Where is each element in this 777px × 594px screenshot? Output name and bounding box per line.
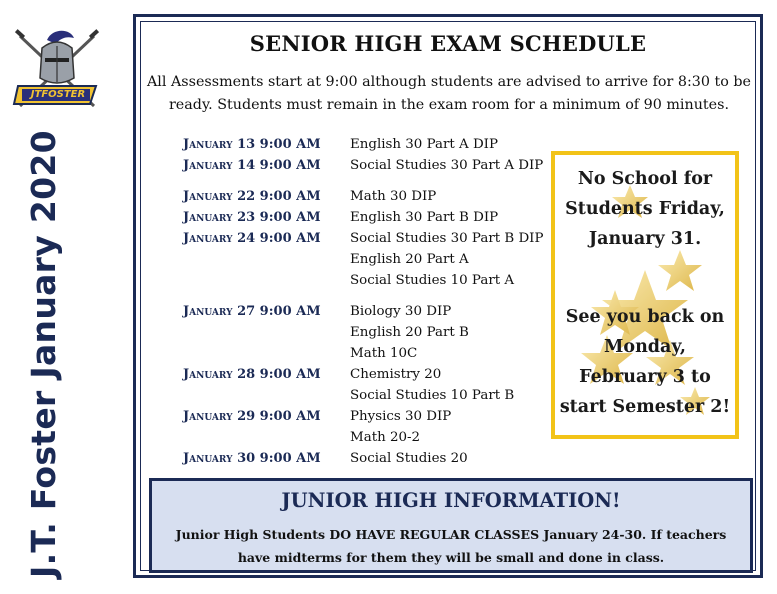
exam-name: Physics 30 DIP [350, 409, 452, 424]
notice-line: Monday, [604, 337, 686, 357]
exam-name: English 20 Part A [350, 252, 469, 267]
notice-line: See you back on [565, 307, 725, 327]
schedule-intro: All Assessments start at 9:00 although students are advised to arrive for 8:30 to be ready. Students must remain in the exam room for a minimum of 90 minutes. [146, 74, 752, 113]
schedule-title: SENIOR HIGH EXAM SCHEDULE [249, 31, 647, 56]
side-title: J.T. Foster January 2020 [24, 130, 63, 578]
exam-date: January 14 9:00 AM [183, 158, 321, 173]
school-logo [12, 26, 102, 118]
exam-name: Social Studies 10 Part B [350, 388, 515, 403]
exam-name: Social Studies 20 [350, 451, 468, 466]
exam-date: January 24 9:00 AM [183, 231, 321, 246]
exam-name: Social Studies 10 Part A [350, 273, 515, 288]
no-school-notice [551, 151, 739, 439]
logo-text: JTFOSTER [30, 89, 86, 100]
exam-date: January 27 9:00 AM [183, 304, 321, 319]
exam-name: Math 20-2 [350, 430, 421, 445]
exam-name: English 30 Part A DIP [350, 137, 498, 152]
exam-date: January 22 9:00 AM [183, 189, 321, 204]
knight-helmet-icon [12, 26, 102, 118]
exam-date: January 13 9:00 AM [183, 137, 321, 152]
exam-name: Math 30 DIP [350, 189, 437, 204]
exam-date: January 28 9:00 AM [183, 367, 321, 382]
junior-title: JUNIOR HIGH INFORMATION! [281, 489, 621, 512]
notice-line: start Semester 2! [559, 397, 731, 417]
exam-name: Social Studies 30 Part A DIP [350, 158, 544, 173]
schedule-frame [133, 14, 763, 578]
notice-line: Students Friday, [565, 199, 725, 219]
exam-name: Math 10C [350, 346, 418, 361]
exam-name: English 30 Part B DIP [350, 210, 499, 225]
exam-name: Biology 30 DIP [350, 304, 452, 319]
junior-text: Junior High Students DO HAVE REGULAR CLASSES January 24-30. If teachers have midterms for them they will be small and done in class. [175, 527, 727, 565]
exam-name: Chemistry 20 [350, 367, 442, 382]
notice-line: No School for [577, 169, 713, 189]
notice-line: January 31. [588, 229, 702, 249]
exam-date: January 23 9:00 AM [183, 210, 321, 225]
exam-name: English 20 Part B [350, 325, 469, 340]
exam-date: January 30 9:00 AM [183, 451, 321, 466]
exam-name: Social Studies 30 Part B DIP [350, 231, 544, 246]
notice-line: February 3 to [579, 367, 711, 387]
junior-high-box [149, 478, 753, 573]
exam-date: January 29 9:00 AM [183, 409, 321, 424]
